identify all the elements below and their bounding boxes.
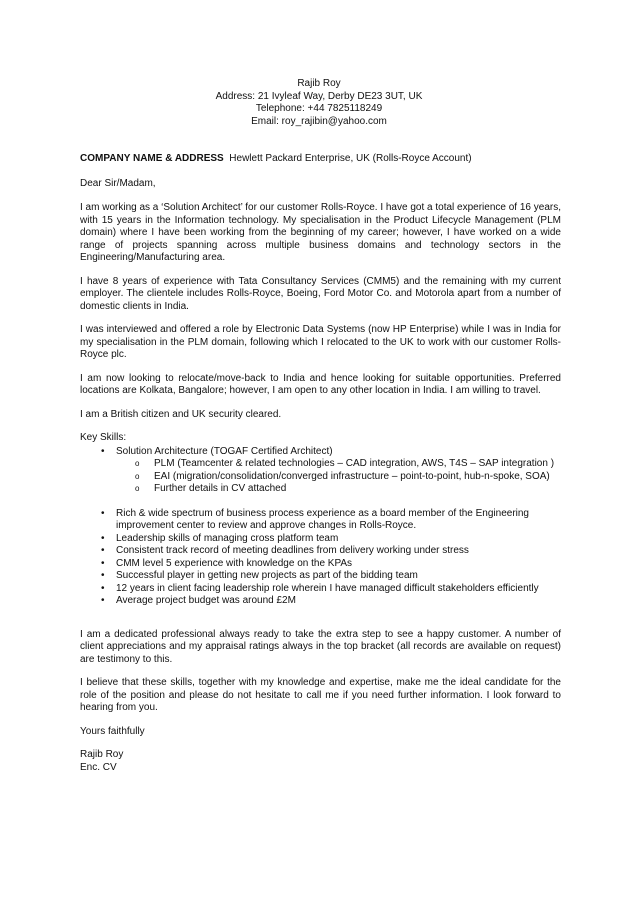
closing-paragraph: I believe that these skills, together with my knowledge and expertise, make me the ideal candidate for the role of the position and please do not hesitate to call me if you need further information. I look forward to hearing from you. bbox=[80, 677, 561, 713]
list-item: • 12 years in client facing leadership role wherein I have managed difficult stakeholders efficiently bbox=[80, 583, 561, 596]
enclosure: Enc. CV bbox=[80, 761, 117, 773]
paragraph: I am now looking to relocate/move-back to India and hence looking for suitable opportunities. Preferred locations are Kolkata, Bangalore; however, I am open to any other location in India. I am willing to travel. bbox=[80, 372, 561, 396]
key-skills-list-more bbox=[80, 508, 561, 608]
list-item: • Rich & wide spectrum of business process experience as a board member of the Engineering improvement center to review and approve changes in Rolls-Royce. bbox=[80, 508, 561, 533]
company-value: Hewlett Packard Enterprise, UK (Rolls-Royce Account) bbox=[229, 153, 472, 164]
list-item: • Average project budget was around £2M bbox=[80, 595, 561, 608]
sender-address: Address: 21 Ivyleaf Way, Derby DE23 3UT, UK bbox=[215, 90, 423, 102]
list-item: • Consistent track record of meeting deadlines from delivery working under stress bbox=[80, 545, 561, 558]
paragraph: I was interviewed and offered a role by Electronic Data Systems (now HP Enterprise) while I was in India for my specialisation in the PLM domain, following which I relocated to the UK to work with our customer Rolls-Royce plc. bbox=[80, 324, 561, 360]
sub-list-item: o Further details in CV attached bbox=[116, 483, 561, 496]
sub-list-item: o EAI (migration/consolidation/converged infrastructure – point-to-point, hub-n-spoke, SOA) bbox=[116, 471, 561, 484]
sender-email: Email: roy_rajibin@yahoo.com bbox=[251, 115, 387, 127]
sender-name: Rajib Roy bbox=[297, 78, 341, 89]
list-item: • Successful player in getting new projects as part of the bidding team bbox=[80, 570, 561, 583]
list-item bbox=[80, 446, 561, 496]
signature-name: Rajib Roy bbox=[80, 749, 124, 760]
list-item: • CMM level 5 experience with knowledge on the KPAs bbox=[80, 558, 561, 571]
sub-list-item: o PLM (Teamcenter & related technologies – CAD integration, AWS, T4S – SAP integration ) bbox=[116, 458, 561, 471]
sub-skills-list bbox=[116, 458, 561, 496]
sender-telephone: Telephone: +44 7825118249 bbox=[255, 103, 383, 114]
closing-paragraph: I am a dedicated professional always ready to take the extra step to see a happy customer. A number of client appreciations and my appraisal ratings always in the top bracket (all records are available on request) are testimony to this. bbox=[80, 628, 561, 665]
letter-header bbox=[0, 78, 638, 128]
paragraph: I am a British citizen and UK security cleared. bbox=[80, 408, 282, 420]
paragraph: I have 8 years of experience with Tata Consultancy Services (CMM5) and the remaining with my current employer. The clientele includes Rolls-Royce, Boeing, Ford Motor Co. and Motorola apart from a number of domestic clients in India. bbox=[80, 275, 561, 312]
paragraph: I am working as a ‘Solution Architect’ for our customer Rolls-Royce. I have got a total experience of 16 years, with 15 years in the Information technology. My specialisation in the Product Lifecycle Management (PLM domain) where I have been working from the beginning of my career; however, I have worked on a wide range of projects spanning across multiple business domains and technology sectors in the Engineering/Manufacturing area. bbox=[80, 202, 561, 263]
skill-primary-label: Solution Architecture (TOGAF Certified Architect) bbox=[116, 445, 333, 457]
salutation: Dear Sir/Madam, bbox=[80, 177, 156, 189]
signoff: Yours faithfully bbox=[80, 725, 145, 737]
company-line bbox=[80, 153, 561, 166]
list-item: • Leadership skills of managing cross platform team bbox=[80, 533, 561, 546]
company-label: COMPANY NAME & ADDRESS bbox=[80, 153, 224, 164]
spacer bbox=[80, 608, 561, 629]
spacer bbox=[80, 496, 561, 508]
key-skills-title: Key Skills: bbox=[80, 432, 127, 443]
letter-body bbox=[80, 153, 561, 774]
key-skills-list bbox=[80, 446, 561, 496]
